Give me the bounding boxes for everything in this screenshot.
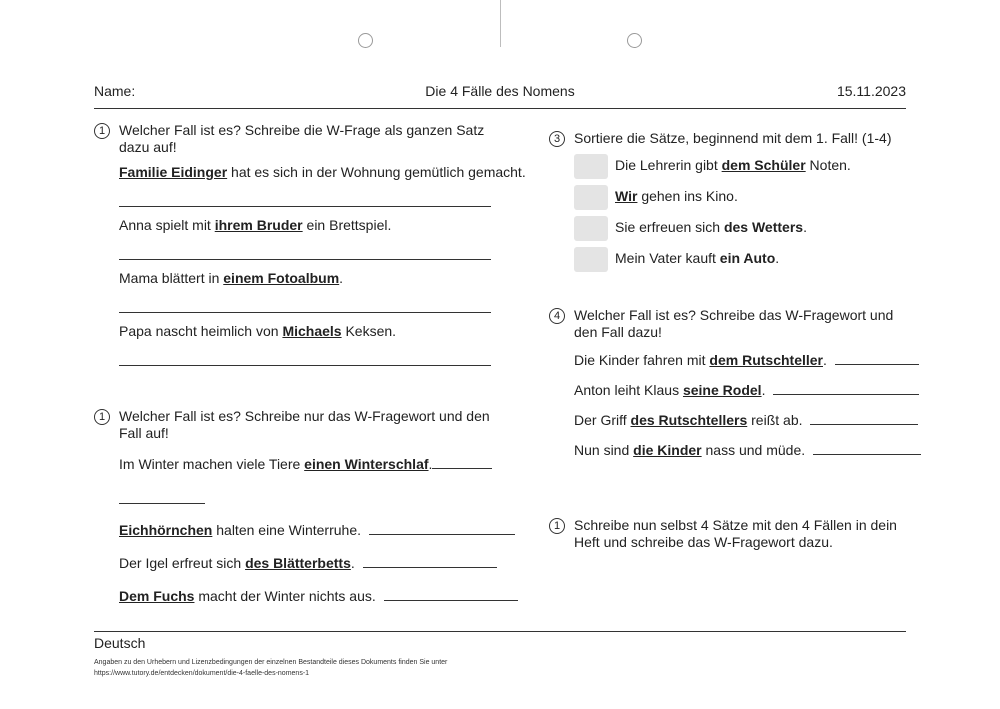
answer-line[interactable] bbox=[119, 206, 491, 207]
case-phrase: Eichhörnchen bbox=[119, 522, 213, 538]
task-number-badge: 1 bbox=[549, 518, 565, 534]
case-phrase: des Wetters bbox=[723, 219, 804, 235]
worksheet-date: 15.11.2023 bbox=[836, 83, 906, 99]
case-phrase: seine Rodel bbox=[682, 382, 762, 398]
answer-blank[interactable] bbox=[369, 522, 515, 535]
order-input-box[interactable] bbox=[574, 247, 608, 272]
task-number-badge: 3 bbox=[549, 131, 565, 147]
task2-question: Welcher Fall ist es? Schreibe nur das W-Fragewort und den Fall auf! bbox=[119, 408, 490, 441]
task3-sentence-2: Wir gehen ins Kino. bbox=[615, 188, 738, 204]
answer-line[interactable] bbox=[119, 312, 491, 313]
answer-blank[interactable] bbox=[432, 456, 492, 469]
subject-label: Deutsch bbox=[94, 635, 146, 651]
case-phrase: des Blätterbetts bbox=[245, 555, 351, 571]
task4-sentence-4: Nun sind die Kinder nass und müde. bbox=[574, 442, 921, 459]
task1-sentence-3: Mama blättert in einem Fotoalbum. bbox=[119, 270, 344, 286]
task5-question: Schreibe nun selbst 4 Sätze mit den 4 Fällen in dein Heft und schreibe das W-Fragewort dazu. bbox=[574, 517, 897, 550]
task4-sentence-2: Anton leiht Klaus seine Rodel. bbox=[574, 382, 919, 399]
case-phrase: ihrem Bruder bbox=[214, 217, 303, 233]
task2-sentence-2: Eichhörnchen halten eine Winterruhe. bbox=[119, 522, 515, 539]
answer-blank[interactable] bbox=[835, 352, 919, 365]
answer-line[interactable] bbox=[119, 259, 491, 260]
task3-sentence-4: Mein Vater kauft ein Auto. bbox=[615, 250, 780, 266]
punch-hole-right bbox=[627, 33, 642, 48]
task2-sentence-3: Der Igel erfreut sich des Blätterbetts. bbox=[119, 555, 497, 572]
case-phrase: ein Auto bbox=[719, 250, 776, 266]
task1-sentence-4: Papa nascht heimlich von Michaels Keksen. bbox=[119, 323, 397, 339]
case-phrase: des Rutschtellers bbox=[630, 412, 748, 428]
answer-blank[interactable] bbox=[813, 442, 921, 455]
order-input-box[interactable] bbox=[574, 154, 608, 179]
task1-sentence-1: Familie Eidinger hat es sich in der Wohnung gemütlich gemacht. bbox=[119, 164, 526, 180]
order-input-box[interactable] bbox=[574, 185, 608, 210]
punch-hole-left bbox=[358, 33, 373, 48]
task3-sentence-3: Sie erfreuen sich des Wetters. bbox=[615, 219, 807, 235]
answer-blank[interactable] bbox=[363, 555, 497, 568]
fold-mark bbox=[500, 0, 501, 47]
license-notice: Angaben zu den Urhebern und Lizenzbedingungen der einzelnen Bestandteile dieses Dokuments finden Sie unter bbox=[94, 659, 448, 666]
task1-sentence-2: Anna spielt mit ihrem Bruder ein Brettspiel. bbox=[119, 217, 392, 233]
case-phrase: Michaels bbox=[282, 323, 342, 339]
header-rule bbox=[94, 108, 906, 109]
task-number-badge: 1 bbox=[94, 123, 110, 139]
case-phrase: Dem Fuchs bbox=[119, 588, 195, 604]
case-phrase: die Kinder bbox=[633, 442, 702, 458]
license-url[interactable]: https://www.tutory.de/entdecken/dokument/die-4-faelle-des-nomens-1 bbox=[94, 670, 310, 677]
task2-sentence-4: Dem Fuchs macht der Winter nichts aus. bbox=[119, 588, 518, 605]
case-phrase: Familie Eidinger bbox=[119, 164, 228, 180]
footer-rule bbox=[94, 631, 906, 632]
answer-line[interactable] bbox=[119, 365, 491, 366]
task-number-badge: 1 bbox=[94, 409, 110, 425]
task4-sentence-1: Die Kinder fahren mit dem Rutschteller. bbox=[574, 352, 919, 369]
task3-question: Sortiere die Sätze, beginnend mit dem 1. Fall! (1-4) bbox=[574, 130, 892, 146]
name-label: Name: bbox=[94, 83, 136, 99]
task2-sentence-1: Im Winter machen viele Tiere einen Winterschlaf. bbox=[119, 456, 492, 473]
answer-blank[interactable] bbox=[810, 412, 918, 425]
case-phrase: einen Winterschlaf bbox=[304, 456, 429, 472]
answer-blank[interactable] bbox=[773, 382, 919, 395]
answer-line[interactable] bbox=[119, 503, 205, 504]
order-input-box[interactable] bbox=[574, 216, 608, 241]
task4-sentence-3: Der Griff des Rutschtellers reißt ab. bbox=[574, 412, 918, 429]
case-phrase: dem Rutschteller bbox=[709, 352, 823, 368]
answer-blank[interactable] bbox=[384, 588, 518, 601]
task4-question: Welcher Fall ist es? Schreibe das W-Fragewort und den Fall dazu! bbox=[574, 307, 894, 340]
task-number-badge: 4 bbox=[549, 308, 565, 324]
case-phrase: einem Fotoalbum bbox=[223, 270, 340, 286]
case-phrase: Wir bbox=[615, 188, 638, 204]
case-phrase: dem Schüler bbox=[721, 157, 806, 173]
task3-sentence-1: Die Lehrerin gibt dem Schüler Noten. bbox=[615, 157, 851, 173]
task1-question: Welcher Fall ist es? Schreibe die W-Frage als ganzen Satz dazu auf! bbox=[119, 122, 485, 155]
worksheet-title: Die 4 Fälle des Nomens bbox=[425, 83, 575, 99]
